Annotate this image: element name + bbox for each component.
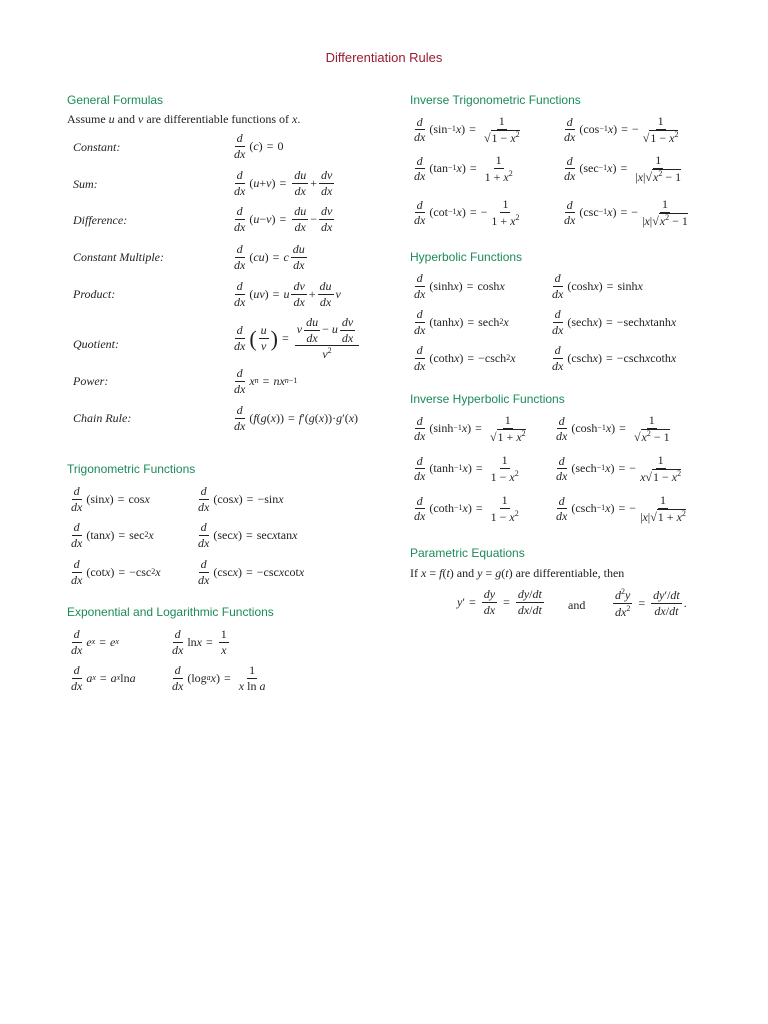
dartanh-formula: d dx (tanh −1 x ) = $\frac{1}{1 - x^2}$	[414, 453, 519, 484]
constant-label: Constant:	[73, 140, 121, 154]
darsinh-formula: d dx (sinh −1 x ) = $\frac{1}{√1 + x^2}$	[414, 413, 526, 444]
and-text: and	[568, 598, 586, 612]
quotient-label: Quotient:	[73, 337, 119, 351]
chain-rule-label: Chain Rule:	[73, 411, 132, 425]
parametric-second-derivative: $\frac{d^2y}{dx^2}$ = $\frac{dy'/dt}{dx/dt}$ .	[615, 587, 687, 619]
dtanh-formula: d dx (tanh x ) = sech 2 x	[414, 307, 509, 337]
darccsc-formula: d dx (csc −1 x ) = − $\frac{1}{|x|√x^2 - 1}$	[564, 197, 688, 228]
exp-log-heading: Exponential and Logarithmic Functions	[67, 605, 274, 619]
parametric-first-derivative: y ′ = $\frac{dy}{dx}$ = $\frac{dy/dt}{dx/dt}$	[457, 587, 542, 617]
dexp-formula: d dx e x = e x	[71, 627, 119, 657]
constant-multiple-label: Constant Multiple:	[73, 250, 164, 264]
inverse-trig-heading: Inverse Trigonometric Functions	[410, 93, 581, 107]
darsech-formula: d dx (sech −1 x ) = − $\frac{1}{x√1 - x^2}$	[556, 453, 682, 484]
dlog-formula: d dx (log a x ) = $\frac{1}{\text{x ln a}}$	[172, 663, 266, 693]
darcsin-formula: d dx (sin −1 x ) = $\frac{1}{√1 - x^2}$	[414, 114, 520, 145]
dcot-formula: d dx (cot x ) = −csc 2 x	[71, 557, 161, 587]
hyperbolic-heading: Hyperbolic Functions	[410, 250, 523, 264]
dax-formula: d dx a x = a x ln a	[71, 663, 136, 693]
dcos-formula: d dx (cos x ) = −sin x	[198, 484, 284, 514]
constant-formula: d dx ( c ) = 0	[234, 131, 284, 161]
difference-formula: d dx ( u − v ) = $\frac{du}{dx}$ − dv dx	[234, 204, 333, 234]
darccos-formula: d dx (cos −1 x ) = − $\frac{1}{√1 - x^2}$	[564, 114, 679, 145]
sum-label: Sum:	[73, 177, 98, 191]
page-title: Differentiation Rules	[325, 50, 443, 65]
power-formula: d dx x n = nx n−1	[234, 366, 298, 396]
product-label: Product:	[73, 287, 116, 301]
dtan-formula: d dx (tan x ) = sec 2 x	[71, 520, 154, 550]
dcosh-formula: d dx (cosh x ) = sinh x	[552, 271, 643, 301]
inverse-hyperbolic-heading: Inverse Hyperbolic Functions	[410, 392, 565, 406]
darcsec-formula: d dx (sec −1 x ) = $\frac{1}{|x|√x^2 - 1}$	[564, 153, 682, 184]
product-formula: d dx ( uv ) = u dv dx + du dx v	[234, 279, 341, 309]
dcoth-formula: d dx (coth x ) = −csch 2 x	[414, 343, 516, 373]
darcsch-formula: d dx (csch −1 x ) = − $\frac{1}{|x|√1 + x^2}$	[556, 493, 686, 524]
darccot-formula: d dx (cot −1 x ) = − $\frac{1}{1 + x^2}$	[414, 197, 520, 228]
trig-functions-heading: Trigonometric Functions	[67, 462, 196, 476]
dln-formula: d dx ln x = $\frac{1}{x}$	[172, 627, 227, 657]
quotient-formula: d dx ( u v ) = v $\frac{du}{dx}$ − u $\frac{dv}{dx}$ $v^2$	[230, 316, 361, 361]
darcosh-formula: d dx (cosh −1 x ) = $\frac{1}{√x^2 - 1}$	[556, 413, 670, 444]
dcsch-formula: d dx (csch x ) = −csch x coth x	[552, 343, 677, 373]
difference-label: Difference:	[73, 213, 128, 227]
dsech-formula: d dx (sech x ) = −sech x tanh x	[552, 307, 677, 337]
constant-multiple-formula: d dx ( cu ) = c du dx	[234, 242, 305, 272]
sum-formula: d dx ( u + v ) = $\frac{du}{dx}$ + dv dx	[234, 168, 333, 198]
dcsc-formula: d dx (csc x ) = −csc x cot x	[198, 557, 305, 587]
chain-rule-formula: d dx ( f ( g ( x )) = f ′( g ( x ))· g ′( x )	[234, 403, 359, 433]
parametric-heading: Parametric Equations	[410, 546, 525, 560]
parametric-text: If x = f(t) and y = g(t) are differentiable, then	[410, 566, 625, 580]
dsinh-formula: d dx (sinh x ) = cosh x	[414, 271, 505, 301]
assumption-text: Assume u and v are differentiable functions of x.	[67, 112, 301, 126]
dsec-formula: d dx (sec x ) = sec x tan x	[198, 520, 298, 550]
power-label: Power:	[73, 374, 109, 388]
dsin-formula: d dx (sin x ) = cos x	[71, 484, 150, 514]
general-formulas-heading: General Formulas	[67, 93, 164, 107]
darctan-formula: d dx (tan −1 x ) = $\frac{1}{1 + x^2}$	[414, 153, 513, 184]
darcoth-formula: d dx (coth −1 x ) = $\frac{1}{1 - x^2}$	[414, 493, 519, 524]
